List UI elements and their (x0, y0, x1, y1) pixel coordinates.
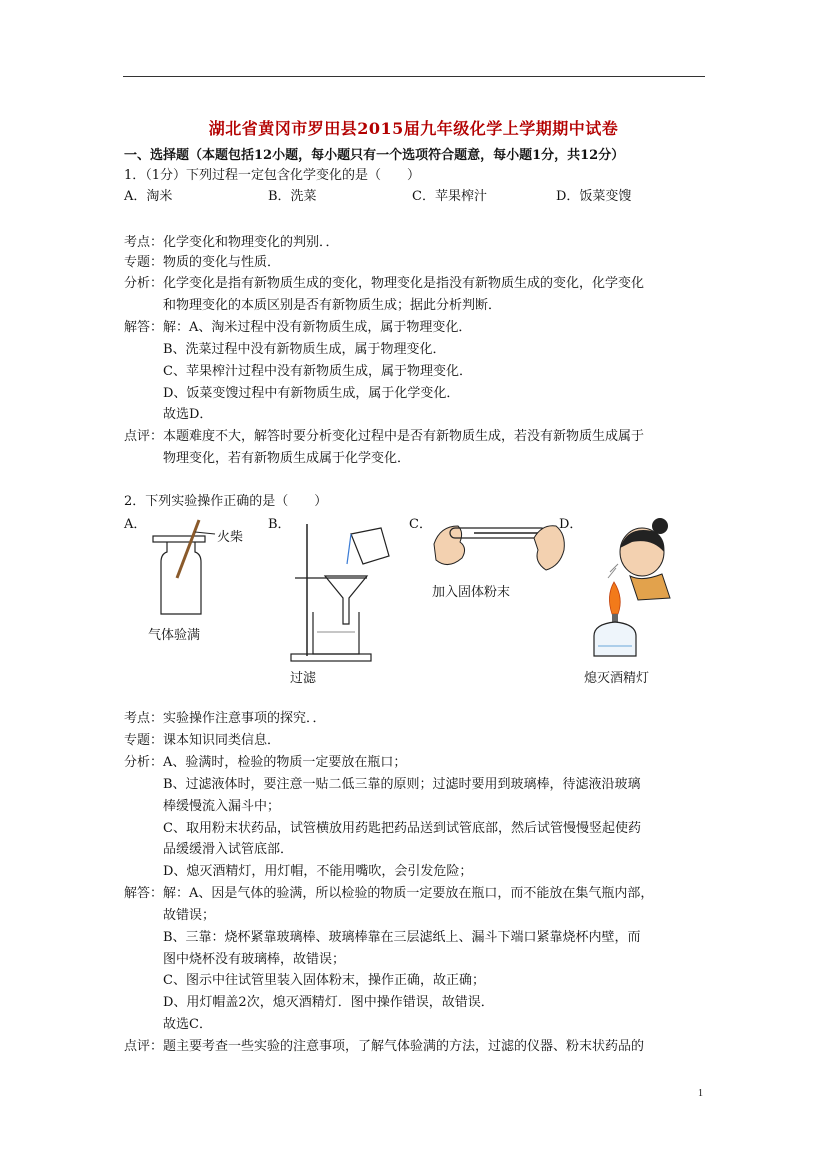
q2-jieda-line2: 故错误； (163, 908, 216, 923)
q1-zhuanti-label: 专题： (124, 255, 164, 270)
fig-d-caption: 熄灭酒精灯 (584, 671, 650, 686)
q2-jieda-line6: D、用灯帽盖2次，熄灭酒精灯．图中操作错误，故错误． (163, 995, 494, 1010)
fig-d-label: D． (559, 517, 583, 532)
q1-option-d: D．饭菜变馊 (556, 189, 632, 204)
q1-option-c: C．苹果榨汁 (412, 189, 487, 204)
lamp-body (594, 622, 636, 656)
q1-dianping-line2: 物理变化，若有新物质生成属于化学变化． (163, 451, 411, 466)
q1-stem: 1．（1分）下列过程一定包含化学变化的是（ ） (124, 168, 421, 183)
bottle-stopper (153, 536, 205, 542)
match-stick (177, 520, 199, 578)
q2-jieda-line5: C、图示中往试管里装入固体粉末，操作正确，故正确； (163, 973, 485, 988)
q2-stem: 2．下列实验操作正确的是（ ） (124, 494, 328, 509)
q2-kaodian: 实验操作注意事项的探究．． (163, 711, 326, 726)
q2-kaodian-label: 考点： (124, 711, 164, 726)
q2-fenxi-line2: B、过滤液体时，要注意一贴二低三靠的原则；过滤时要用到玻璃棒，待滤液沿玻璃 (163, 777, 641, 792)
q2-dianping-label: 点评： (124, 1039, 164, 1054)
q1-zhuanti: 物质的变化与性质． (163, 255, 281, 270)
fig-a-caption: 气体验满 (148, 628, 201, 643)
q1-fenxi-line1: 化学变化是指有新物质生成的变化，物理变化是指没有新物质生成的变化，化学变化 (163, 276, 645, 291)
q1-jieda-line5: 故选D． (163, 407, 213, 422)
filter-funnel (325, 576, 367, 624)
q2-zhuanti-label: 专题： (124, 733, 164, 748)
gas-bottle (161, 542, 201, 614)
q2-fenxi-label: 分析： (124, 755, 164, 770)
fig-b-label: B． (268, 517, 291, 532)
section-heading: 一、选择题（本题包括12小题，每小题只有一个选项符合题意，每小题1分，共12分） (124, 148, 625, 163)
q2-jieda-line1: 解：A、因是气体的验满，所以检验的物质一定要放在瓶口，而不能放在集气瓶内部， (163, 886, 654, 901)
q2-jieda-line4: 图中烧杯没有玻璃棒，故错误； (163, 952, 346, 967)
q2-dianping-line1: 题主要考查一些实验的注意事项，了解气体验满的方法，过滤的仪器、粉末状药品的 (163, 1039, 645, 1054)
q1-fenxi-label: 分析： (124, 276, 164, 291)
q2-jieda-line7: 故选C． (163, 1017, 212, 1032)
q2-fenxi-line3: 棒缓慢流入漏斗中； (163, 799, 281, 814)
filtration-figure (285, 520, 400, 665)
girl-body (630, 574, 670, 600)
q1-jieda-line1: 解：A、淘米过程中没有新物质生成，属于物理变化． (163, 320, 472, 335)
page-number: 1 (698, 1088, 703, 1099)
q1-jieda-label: 解答： (124, 320, 164, 335)
q2-jieda-line3: B、三靠：烧杯紧靠玻璃棒、玻璃棒靠在三层滤纸上、漏斗下端口紧靠烧杯内壁，而 (163, 930, 641, 945)
pouring-beaker (351, 528, 389, 564)
q1-fenxi-line2: 和物理变化的本质区别是否有新物质生成；据此分析判断． (163, 298, 502, 313)
breath-lines (608, 564, 618, 578)
stand-base (291, 654, 371, 661)
q1-option-a: A．淘米 (124, 189, 173, 204)
q2-fenxi-line5: 品缓缓滑入试管底部． (163, 842, 294, 857)
fig-a-label: A． (124, 517, 147, 532)
q1-kaodian-label: 考点： (124, 235, 164, 250)
q1-kaodian: 化学变化和物理变化的判别．． (163, 235, 339, 250)
q1-dianping-label: 点评： (124, 429, 164, 444)
fig-c-label: C． (409, 517, 432, 532)
page-title: 湖北省黄冈市罗田县2015届九年级化学上学期期中试卷 (208, 119, 619, 138)
q1-jieda-line2: B、洗菜过程中没有新物质生成，属于物理变化． (163, 342, 446, 357)
left-hand (434, 526, 465, 565)
q2-zhuanti: 课本知识同类信息． (163, 733, 281, 748)
fig-a-match-label: 火柴 (217, 530, 244, 545)
lamp-flame (609, 582, 620, 614)
fig-b-caption: 过滤 (290, 671, 317, 686)
q2-fenxi-line1: A、验满时，检验的物质一定要放在瓶口； (163, 755, 407, 770)
q2-fenxi-line4: C、取用粉末状药品，试管横放用药匙把药品送到试管底部，然后试管慢慢竖起使药 (163, 821, 641, 836)
q1-option-b: B．洗菜 (268, 189, 317, 204)
powder-tube-figure (430, 514, 570, 576)
q1-jieda-line4: D、饭菜变馊过程中有新物质生成，属于化学变化． (163, 386, 460, 401)
alcohol-lamp-figure (580, 518, 680, 666)
q2-fenxi-line6: D、熄灭酒精灯，用灯帽，不能用嘴吹，会引发危险； (163, 864, 473, 879)
q1-dianping-line1: 本题难度不大，解答时要分析变化过程中是否有新物质生成，若没有新物质生成属于 (163, 429, 645, 444)
fig-c-caption: 加入固体粉末 (432, 585, 511, 600)
header-rule (123, 76, 705, 77)
beaker (313, 612, 359, 654)
q1-jieda-line3: C、苹果榨汁过程中没有新物质生成，属于物理变化． (163, 364, 472, 379)
q2-jieda-label: 解答： (124, 886, 164, 901)
